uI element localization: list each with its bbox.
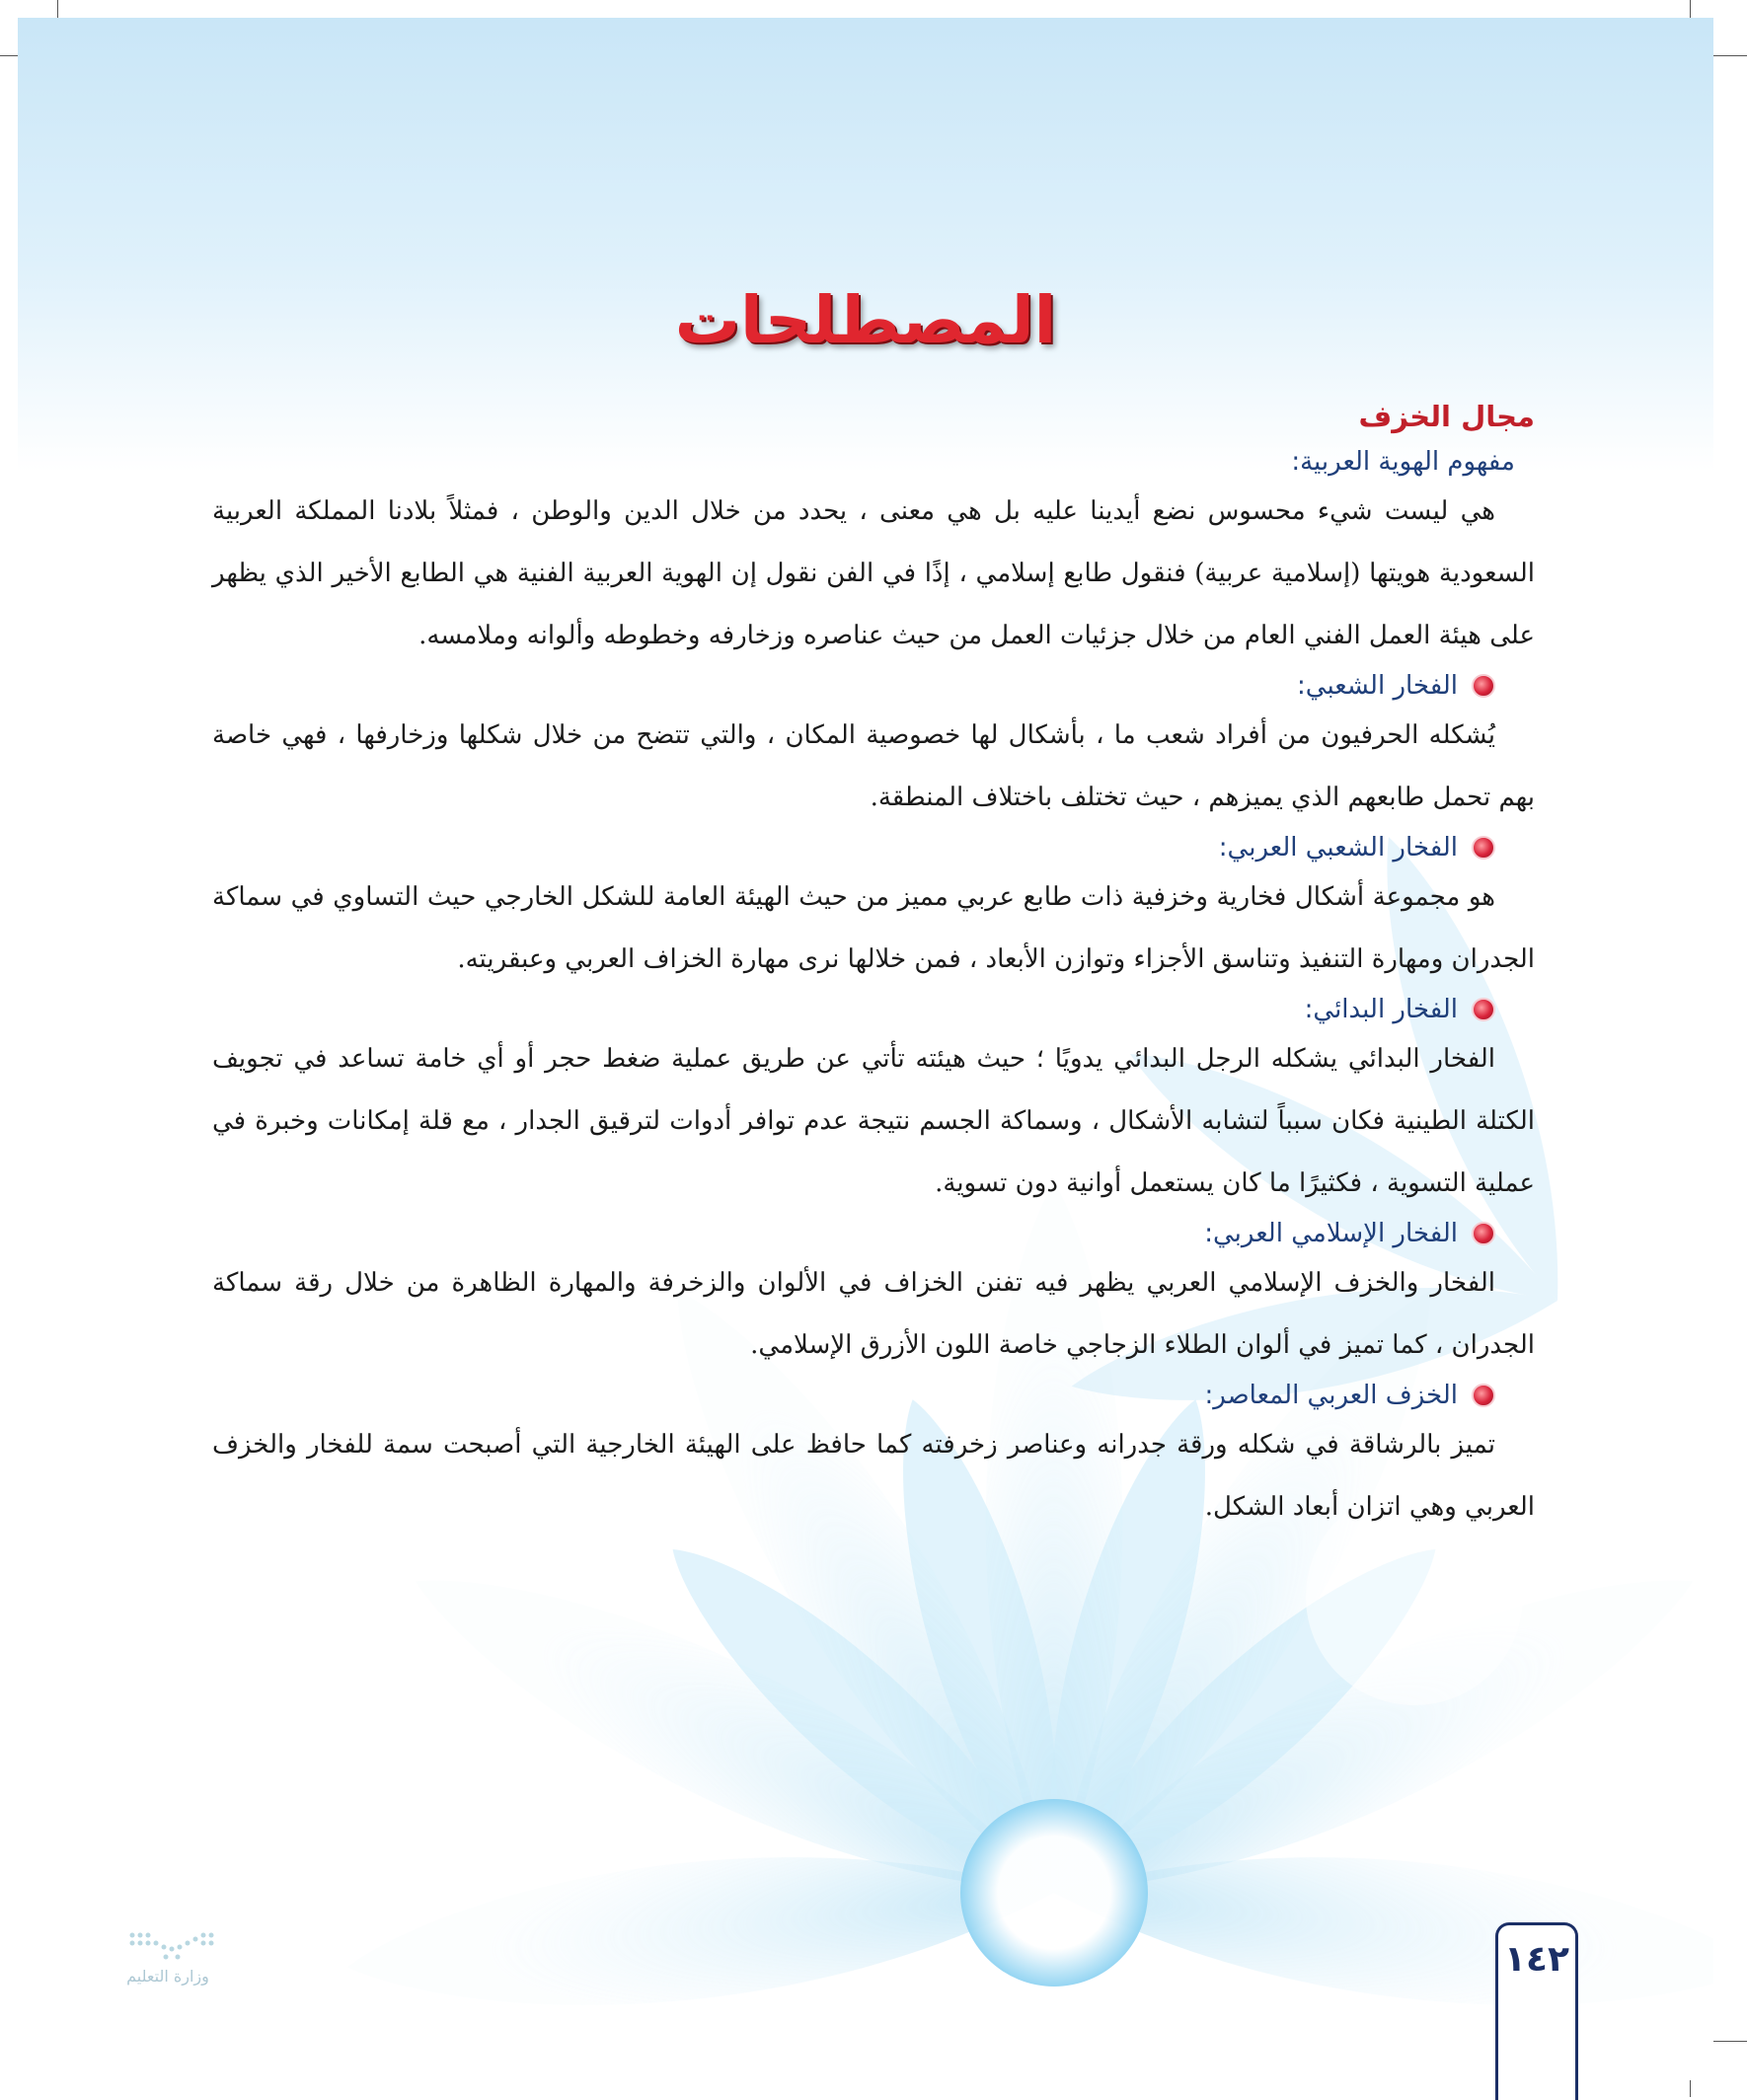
section-paragraph: يُشكله الحرفيون من أفراد شعب ما ، بأشكال لها خصوصية المكان ، والتي تتضح من خلال شكلها وزخارفها ، فهي خاصة بهم تحمل طابعهم الذي يميزهم ، حيث تختلف باختلاف المنطقة.: [212, 720, 1535, 812]
ministry-logo: [89, 1929, 247, 1998]
bullet-icon: [1472, 674, 1495, 698]
section-heading: [212, 1381, 1495, 1410]
section-heading: [212, 671, 1495, 701]
section-heading-text: الفخار الشعبي العربي:: [1218, 833, 1458, 862]
main-content: [212, 400, 1535, 1540]
bullet-icon: [1472, 1222, 1495, 1245]
bullet-icon: [1472, 836, 1495, 860]
section-heading: [212, 1219, 1495, 1248]
section-heading-text: الفخار الشعبي:: [1297, 671, 1458, 701]
page-title: المصطلحات: [674, 282, 1057, 358]
crop-mark: [1690, 2080, 1691, 2097]
bullet-icon: [1472, 998, 1495, 1021]
crop-mark: [57, 0, 58, 18]
field-title: مجال الخزف: [1358, 400, 1535, 433]
section-heading: [212, 995, 1495, 1024]
section-paragraph: هو مجموعة أشكال فخارية وخزفية ذات طابع عربي مميز من حيث الهيئة العامة للشكل الخارجي حيث التساوي في سماكة الجدران ومهارة التنفيذ وتناسق الأجزاء وتوازن الأبعاد ، فمن خلالها نرى مهارة الخزاف العربي وعبقريته.: [212, 882, 1535, 974]
logo-dots-icon: [126, 1929, 221, 1965]
section-heading: [212, 447, 1515, 477]
section-heading-text: مفهوم الهوية العربية:: [1291, 447, 1515, 477]
page-number: ١٤٢: [1504, 1939, 1569, 1980]
section-heading-text: الخزف العربي المعاصر:: [1204, 1381, 1458, 1410]
page-number-tab: [1495, 1922, 1578, 2100]
bullet-icon: [1472, 1384, 1495, 1407]
section-heading-text: الفخار الإسلامي العربي:: [1204, 1219, 1458, 1248]
section-heading-text: الفخار البدائي:: [1304, 995, 1458, 1024]
crop-mark: [1690, 0, 1691, 18]
section-paragraph: تميز بالرشاقة في شكله ورقة جدرانه وعناصر زخرفته كما حافظ على الهيئة الخارجية التي أصبحت سمة للفخار والخزف العربي وهي اتزان أبعاد الشكل.: [212, 1430, 1535, 1522]
section-heading: [212, 833, 1495, 862]
section-paragraph: هي ليست شيء محسوس نضع أيدينا عليه بل هي معنى ، يحدد من خلال الدين والوطن ، فمثلاً بلادنا المملكة العربية السعودية هويتها (إسلامية عربية) فنقول طابع إسلامي ، إذًا في الفن نقول إن الهوية العربية الفنية هي الطابع الأخير الذي يظهر على هيئة العمل الفني العام من خلال جزئيات العمل من حيث عناصره وزخارفه وخطوطه وألوانه وملامسه.: [212, 496, 1535, 650]
logo-text: وزارة التعليم: [126, 1967, 209, 1986]
section-paragraph: الفخار البدائي يشكله الرجل البدائي يدويًا ؛ حيث هيئته تأتي عن طريق عملية ضغط حجر أو أي خامة تساعد في تجويف الكتلة الطينية فكان سبباً لتشابه الأشكال ، وسماكة الجسم نتيجة عدم توافر أدوات لترقيق الجدار ، مع قلة إمكانات وخبرة في عملية التسوية ، فكثيرًا ما كان يستعمل أوانية دون تسوية.: [212, 1044, 1535, 1198]
section-paragraph: الفخار والخزف الإسلامي العربي يظهر فيه تفنن الخزاف في الألوان والزخرفة والمهارة الظاهرة من خلال رقة سماكة الجدران ، كما تميز في ألوان الطلاء الزجاجي خاصة اللون الأزرق الإسلامي.: [212, 1268, 1535, 1360]
